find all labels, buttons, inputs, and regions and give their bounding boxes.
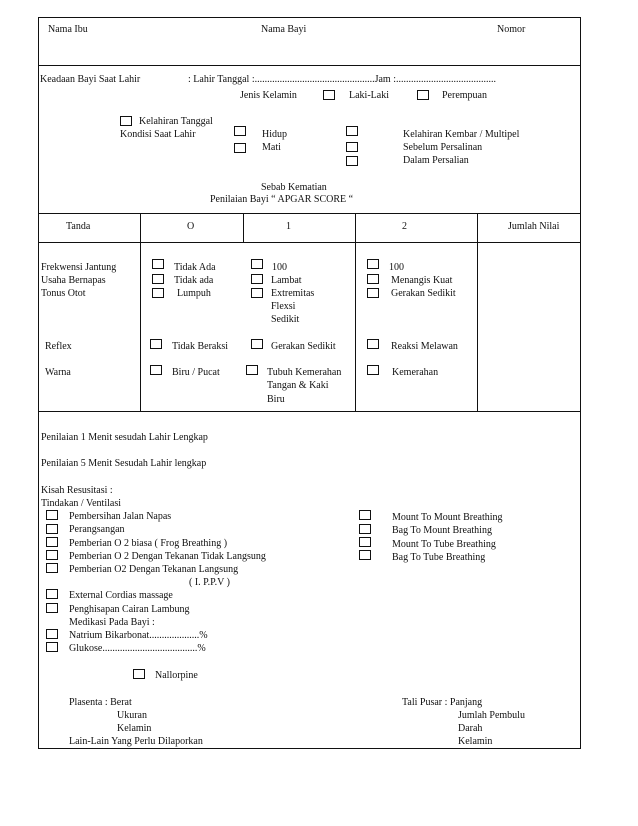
table-col-divider: [140, 213, 141, 411]
sebab-kematian-label: Sebab Kematian: [261, 182, 327, 193]
apgar-checkbox[interactable]: [251, 339, 263, 349]
keadaan-label: Keadaan Bayi Saat Lahir: [40, 74, 141, 85]
table-col-divider: [477, 213, 478, 411]
sign-tonus: Tonus Otot: [41, 288, 86, 299]
kelamin-label-2: Kelamin: [458, 736, 493, 747]
tindakan-ventilasi: Tindakan / Ventilasi: [41, 498, 122, 509]
breathing-checkbox[interactable]: [359, 524, 371, 534]
tindakan-item: Pemberian O 2 biasa ( Frog Breathing ): [69, 538, 228, 549]
divider: [38, 65, 581, 66]
hidup-checkbox[interactable]: [234, 126, 246, 136]
plasenta-label: Plasenta : Berat: [69, 697, 132, 708]
tindakan-item: Penghisapan Cairan Lambung: [69, 604, 190, 615]
apgar-checkbox[interactable]: [150, 365, 162, 375]
col-header-0: O: [187, 221, 195, 232]
apgar-checkbox[interactable]: [367, 274, 379, 284]
darah-label: Darah: [458, 723, 483, 734]
tindakan-item: ( I. P.P.V ): [189, 577, 230, 588]
kelahiran-tanggal-checkbox[interactable]: [120, 116, 132, 126]
nama-ibu-label: Nama Ibu: [48, 24, 88, 35]
tindakan-item: Perangsangan: [69, 524, 125, 535]
apgar-cell: Tidak Ada: [174, 262, 216, 273]
tindakan-checkbox[interactable]: [46, 563, 58, 573]
glukose-field[interactable]: Glukose......................................%: [69, 643, 206, 654]
apgar-checkbox[interactable]: [251, 274, 263, 284]
divider: [38, 411, 581, 412]
apgar-checkbox[interactable]: [246, 365, 258, 375]
apgar-cell: Tidak ada: [174, 275, 214, 286]
jumlah-pembulu-label: Jumlah Pembulu: [458, 710, 525, 721]
perempuan-label: Perempuan: [442, 90, 487, 101]
kembar-checkbox[interactable]: [346, 126, 358, 136]
breathing-item: Mount To Mount Breathing: [392, 512, 503, 523]
sign-warna: Warna: [45, 367, 71, 378]
apgar-cell: Tidak Beraksi: [172, 341, 229, 352]
apgar-cell: 100: [272, 262, 287, 273]
penilaian-1-menit: Penilaian 1 Menit sesudah Lahir Lengkap: [41, 432, 208, 443]
apgar-checkbox[interactable]: [152, 274, 164, 284]
breathing-item: Bag To Mount Breathing: [392, 525, 492, 536]
apgar-cell: Tangan & Kaki: [267, 380, 329, 391]
sign-frekwensi: Frekwensi Jantung: [41, 262, 117, 273]
kelahiran-tanggal-label: Kelahiran Tanggal: [139, 116, 213, 127]
apgar-checkbox[interactable]: [152, 259, 164, 269]
tindakan-checkbox[interactable]: [46, 642, 58, 652]
breathing-checkbox[interactable]: [359, 510, 371, 520]
kelamin-label: Kelamin: [117, 723, 152, 734]
lain-lain-label: Lain-Lain Yang Perlu Dilaporkan: [69, 736, 203, 747]
apgar-cell: Gerakan Sedikit: [271, 341, 336, 352]
mati-label: Mati: [262, 142, 281, 153]
natrium-field[interactable]: Natrium Bikarbonat....................%: [69, 630, 208, 641]
breathing-item: Bag To Tube Breathing: [392, 552, 486, 563]
breathing-checkbox[interactable]: [359, 537, 371, 547]
apgar-cell: Menangis Kuat: [391, 275, 453, 286]
nomor-label: Nomor: [497, 24, 526, 35]
breathing-item: Mount To Tube Breathing: [392, 539, 496, 550]
nallorpine-label: Nallorpine: [155, 670, 198, 681]
table-col-divider: [355, 213, 356, 411]
tindakan-checkbox[interactable]: [46, 537, 58, 547]
apgar-cell: Biru / Pucat: [172, 367, 220, 378]
apgar-checkbox[interactable]: [150, 339, 162, 349]
apgar-cell: Flexsi: [271, 301, 296, 312]
col-header-1: 1: [286, 221, 291, 232]
sebelum-checkbox[interactable]: [346, 142, 358, 152]
apgar-checkbox[interactable]: [251, 259, 263, 269]
kisah-resusitasi: Kisah Resusitasi :: [41, 485, 113, 496]
apgar-checkbox[interactable]: [251, 288, 263, 298]
col-header-jumlah: Jumlah Nilai: [508, 221, 560, 232]
nama-bayi-label: Nama Bayi: [261, 24, 307, 35]
kondisi-label: Kondisi Saat Lahir: [120, 129, 196, 140]
medikasi-label: Medikasi Pada Bayi :: [69, 617, 155, 628]
laki-label: Laki-Laki: [349, 90, 389, 101]
apgar-cell: 100: [389, 262, 404, 273]
divider: [38, 242, 581, 243]
apgar-cell: Biru: [267, 394, 285, 405]
lahir-tanggal-field[interactable]: : Lahir Tanggal :................................................Jam :........................................: [188, 74, 496, 85]
apgar-cell: Lumpuh: [177, 288, 211, 299]
apgar-cell: Reaksi Melawan: [391, 341, 458, 352]
apgar-checkbox[interactable]: [152, 288, 164, 298]
apgar-checkbox[interactable]: [367, 259, 379, 269]
tindakan-item: Pembersihan Jalan Napas: [69, 511, 172, 522]
tali-pusar-label: Tali Pusar : Panjang: [402, 697, 483, 708]
ukuran-label: Ukuran: [117, 710, 147, 721]
kembar-label: Kelahiran Kembar / Multipel: [403, 129, 520, 140]
sebelum-label: Sebelum Persalinan: [403, 142, 483, 153]
apgar-cell: Tubuh Kemerahan: [267, 367, 342, 378]
col-header-tanda: Tanda: [66, 221, 91, 232]
tindakan-checkbox[interactable]: [46, 550, 58, 560]
apgar-cell: Extremitas: [271, 288, 315, 299]
apgar-title: Penilaian Bayi “ APGAR SCORE “: [210, 194, 354, 205]
apgar-checkbox[interactable]: [367, 365, 379, 375]
jenis-kelamin-label: Jenis Kelamin: [240, 90, 297, 101]
apgar-cell: Kemerahan: [392, 367, 439, 378]
apgar-checkbox[interactable]: [367, 288, 379, 298]
sign-usaha: Usaha Bernapas: [41, 275, 106, 286]
dalam-checkbox[interactable]: [346, 156, 358, 166]
tindakan-item: Pemberian O2 Dengan Tekanan Langsung: [69, 564, 239, 575]
laki-checkbox[interactable]: [323, 90, 335, 100]
breathing-checkbox[interactable]: [359, 550, 371, 560]
dalam-label: Dalam Persalian: [403, 155, 469, 166]
apgar-cell: Gerakan Sedikit: [391, 288, 456, 299]
nallorpine-checkbox[interactable]: [133, 669, 145, 679]
table-col-divider: [243, 213, 244, 242]
apgar-cell: Lambat: [271, 275, 302, 286]
tindakan-item: Pemberian O 2 Dengan Tekanan Tidak Langsung: [69, 551, 266, 562]
penilaian-5-menit: Penilaian 5 Menit Sesudah Lahir lengkap: [41, 458, 207, 469]
mati-checkbox[interactable]: [234, 143, 246, 153]
tindakan-checkbox[interactable]: [46, 629, 58, 639]
tindakan-checkbox[interactable]: [46, 603, 58, 613]
apgar-cell: Sedikit: [271, 314, 300, 325]
tindakan-checkbox[interactable]: [46, 510, 58, 520]
divider: [38, 213, 581, 214]
perempuan-checkbox[interactable]: [417, 90, 429, 100]
tindakan-checkbox[interactable]: [46, 524, 58, 534]
tindakan-checkbox[interactable]: [46, 589, 58, 599]
apgar-checkbox[interactable]: [367, 339, 379, 349]
col-header-2: 2: [402, 221, 407, 232]
hidup-label: Hidup: [262, 129, 287, 140]
tindakan-item: External Cordias massage: [69, 590, 173, 601]
sign-reflex: Reflex: [45, 341, 72, 352]
